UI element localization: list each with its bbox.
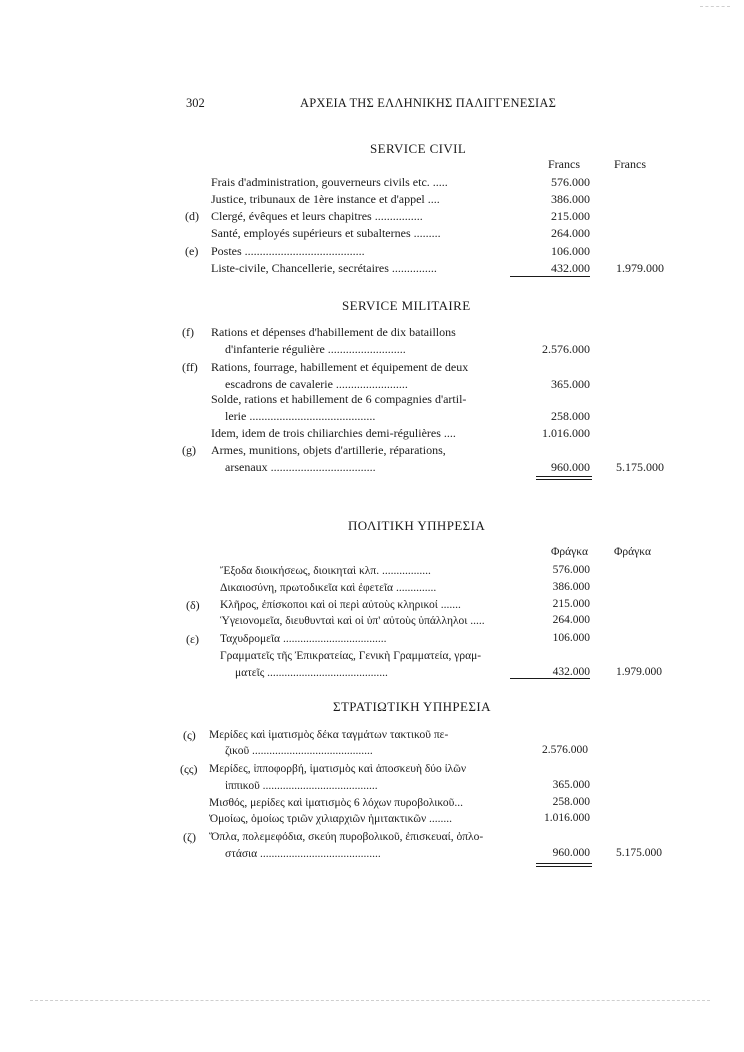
stratiotiki-row-line1: Μισθός, μερίδες καὶ ἱματισμὸς 6 λόχων πυροβολικοῦ... (209, 797, 463, 809)
stratiotiki-row-amount: 258.000 (552, 796, 590, 808)
military-total: 5.175.000 (616, 460, 664, 474)
stratiotiki-double-rule-top (536, 863, 592, 864)
stratiotiki-row-line1: Μερίδες καὶ ἱματισμὸς δέκα ταγμάτων τακτικοῦ πε- (209, 729, 449, 741)
politiki-row-amount: 386.000 (552, 581, 590, 593)
civil-col-francs-2: Francs (614, 157, 646, 171)
civil-row-amount: 386.000 (551, 192, 590, 206)
military-row-amount: 365.000 (551, 377, 590, 391)
civil-row-text: Justice, tribunaux de 1ère instance et d'appel .... (211, 192, 440, 206)
military-row-line2: arsenaux ................................... (225, 460, 376, 474)
stratiotiki-total: 5.175.000 (616, 847, 662, 859)
stratiotiki-row-label: (ςς) (180, 762, 198, 776)
civil-col-francs-1: Francs (548, 157, 580, 171)
politiki-row-line1: Ταχυδρομεῖα .................................... (220, 633, 387, 645)
military-row-amount: 1.016.000 (542, 426, 590, 440)
politiki-row-line1: Ἔξοδα διοικήσεως, διοικηταὶ κλπ. ................. (220, 565, 431, 577)
politiki-row-line2: ματεῖς .......................................... (235, 667, 388, 679)
service-militaire-title: SERVICE MILITAIRE (342, 298, 471, 313)
military-row-label: (f) (182, 325, 194, 339)
military-row-line1: Solde, rations et habillement de 6 compagnies d'artil- (211, 392, 467, 406)
scan-edge-rule (30, 1000, 710, 1001)
politiki-row-label: (ε) (186, 632, 200, 646)
page-number: 302 (186, 96, 205, 110)
politiki-row-line1: Δικαιοσύνη, πρωτοδικεῖα καὶ ἐφετεῖα .............. (220, 582, 437, 594)
stratiotiki-row-line2: στάσια .......................................... (225, 848, 381, 860)
military-double-rule-bottom (536, 479, 592, 480)
service-civil-title: SERVICE CIVIL (370, 141, 467, 156)
civil-row-text: Postes ........................................ (211, 244, 365, 258)
civil-row-amount: 215.000 (551, 209, 590, 223)
politiki-row-label: (δ) (186, 598, 200, 612)
military-double-rule-top (536, 476, 592, 477)
military-row-line2: d'infanterie régulière .......................... (225, 342, 406, 356)
stratiotiki-row-line1: Μερίδες, ἱπποφορβή, ἱματισμὸς καὶ ἀποσκευὴ δύο ἰλῶν (209, 763, 467, 775)
politiki-col-1: Φράγκα (551, 546, 588, 558)
civil-row-text: Liste-civile, Chancellerie, secrétaires ............... (211, 261, 437, 275)
politiki-row-amount: 576.000 (552, 564, 590, 576)
stratiotiki-row-line1: Ὅπλα, πολεμεφόδια, σκεύη πυροβολικοῦ, ἐπισκευαί, ὁπλο- (209, 831, 484, 843)
stratiotiki-row-label: (ς) (183, 728, 196, 742)
civil-row-label: (d) (185, 209, 199, 223)
military-row-line2: escadrons de cavalerie ........................ (225, 377, 408, 391)
stratiotiki-title: ΣΤΡΑΤΙΩΤΙΚΗ ΥΠΗΡΕΣΙΑ (333, 699, 491, 714)
politiki-row-line1: Ὑγειονομεῖα, διευθυνταὶ καὶ οἱ ὑπ' αὐτοὺς ὑπάλληλοι ..... (220, 615, 485, 627)
stratiotiki-row-line1: Ὁμοίως, ὁμοίως τριῶν χιλιαρχιῶν ἡμιτακτικῶν ........ (209, 813, 453, 825)
stratiotiki-row-amount: 960.000 (552, 847, 590, 859)
stratiotiki-double-rule-bottom (536, 866, 592, 867)
stratiotiki-row-line2: ζικοῦ .......................................... (225, 745, 373, 757)
stratiotiki-row-amount: 365.000 (552, 779, 590, 791)
politiki-row-amount: 264.000 (552, 614, 590, 626)
civil-row-label: (e) (185, 244, 199, 258)
politiki-row-line1: Γραμματεῖς τῆς Ἐπικρατείας, Γενικὴ Γραμματεία, γραμ- (220, 650, 482, 662)
politiki-title: ΠΟΛΙΤΙΚΗ ΥΠΗΡΕΣΙΑ (348, 518, 486, 533)
military-row-amount: 960.000 (551, 460, 590, 474)
stratiotiki-row-label: (ζ) (183, 830, 196, 844)
stratiotiki-row-line2: ἱππικοῦ ........................................ (225, 780, 378, 792)
stratiotiki-row-amount: 1.016.000 (544, 812, 590, 824)
military-row-amount: 258.000 (551, 409, 590, 423)
politiki-row-amount: 106.000 (552, 632, 590, 644)
civil-total: 1.979.000 (616, 261, 664, 275)
military-row-line1: Rations, fourrage, habillement et équipement de deux (211, 360, 469, 374)
politiki-row-amount: 432.000 (510, 666, 590, 679)
politiki-row-amount: 215.000 (552, 598, 590, 610)
military-row-line1: Armes, munitions, objets d'artillerie, réparations, (211, 443, 446, 457)
civil-row-text: Santé, employés supérieurs et subalternes ......... (211, 226, 441, 240)
military-row-line1: Idem, idem de trois chiliarchies demi-régulières .... (211, 426, 456, 440)
scan-corner-mark (700, 6, 730, 7)
politiki-total: 1.979.000 (616, 666, 662, 678)
politiki-row-line1: Κλῆρος, ἐπίσκοποι καὶ οἱ περὶ αὐτοὺς κληρικοί ....... (220, 599, 461, 611)
military-row-line1: Rations et dépenses d'habillement de dix bataillons (211, 325, 456, 339)
military-row-label: (g) (182, 443, 196, 457)
civil-row-text: Frais d'administration, gouverneurs civils etc. ..... (211, 175, 448, 189)
civil-row-amount: 432.000 (510, 261, 590, 277)
military-row-line2: lerie .......................................... (225, 409, 376, 423)
civil-row-text: Clergé, évêques et leurs chapitres ................ (211, 209, 423, 223)
running-title: ΑΡΧΕΙΑ ΤΗΣ ΕΛΛΗΝΙΚΗΣ ΠΑΛΙΓΓΕΝΕΣΙΑΣ (300, 96, 557, 110)
civil-row-amount: 106.000 (551, 244, 590, 258)
politiki-col-2: Φράγκα (614, 546, 651, 558)
civil-row-amount: 576.000 (551, 175, 590, 189)
stratiotiki-row-amount: 2.576.000 (542, 744, 588, 756)
civil-row-amount: 264.000 (551, 226, 590, 240)
military-row-label: (ff) (182, 360, 198, 374)
military-row-amount: 2.576.000 (542, 342, 590, 356)
